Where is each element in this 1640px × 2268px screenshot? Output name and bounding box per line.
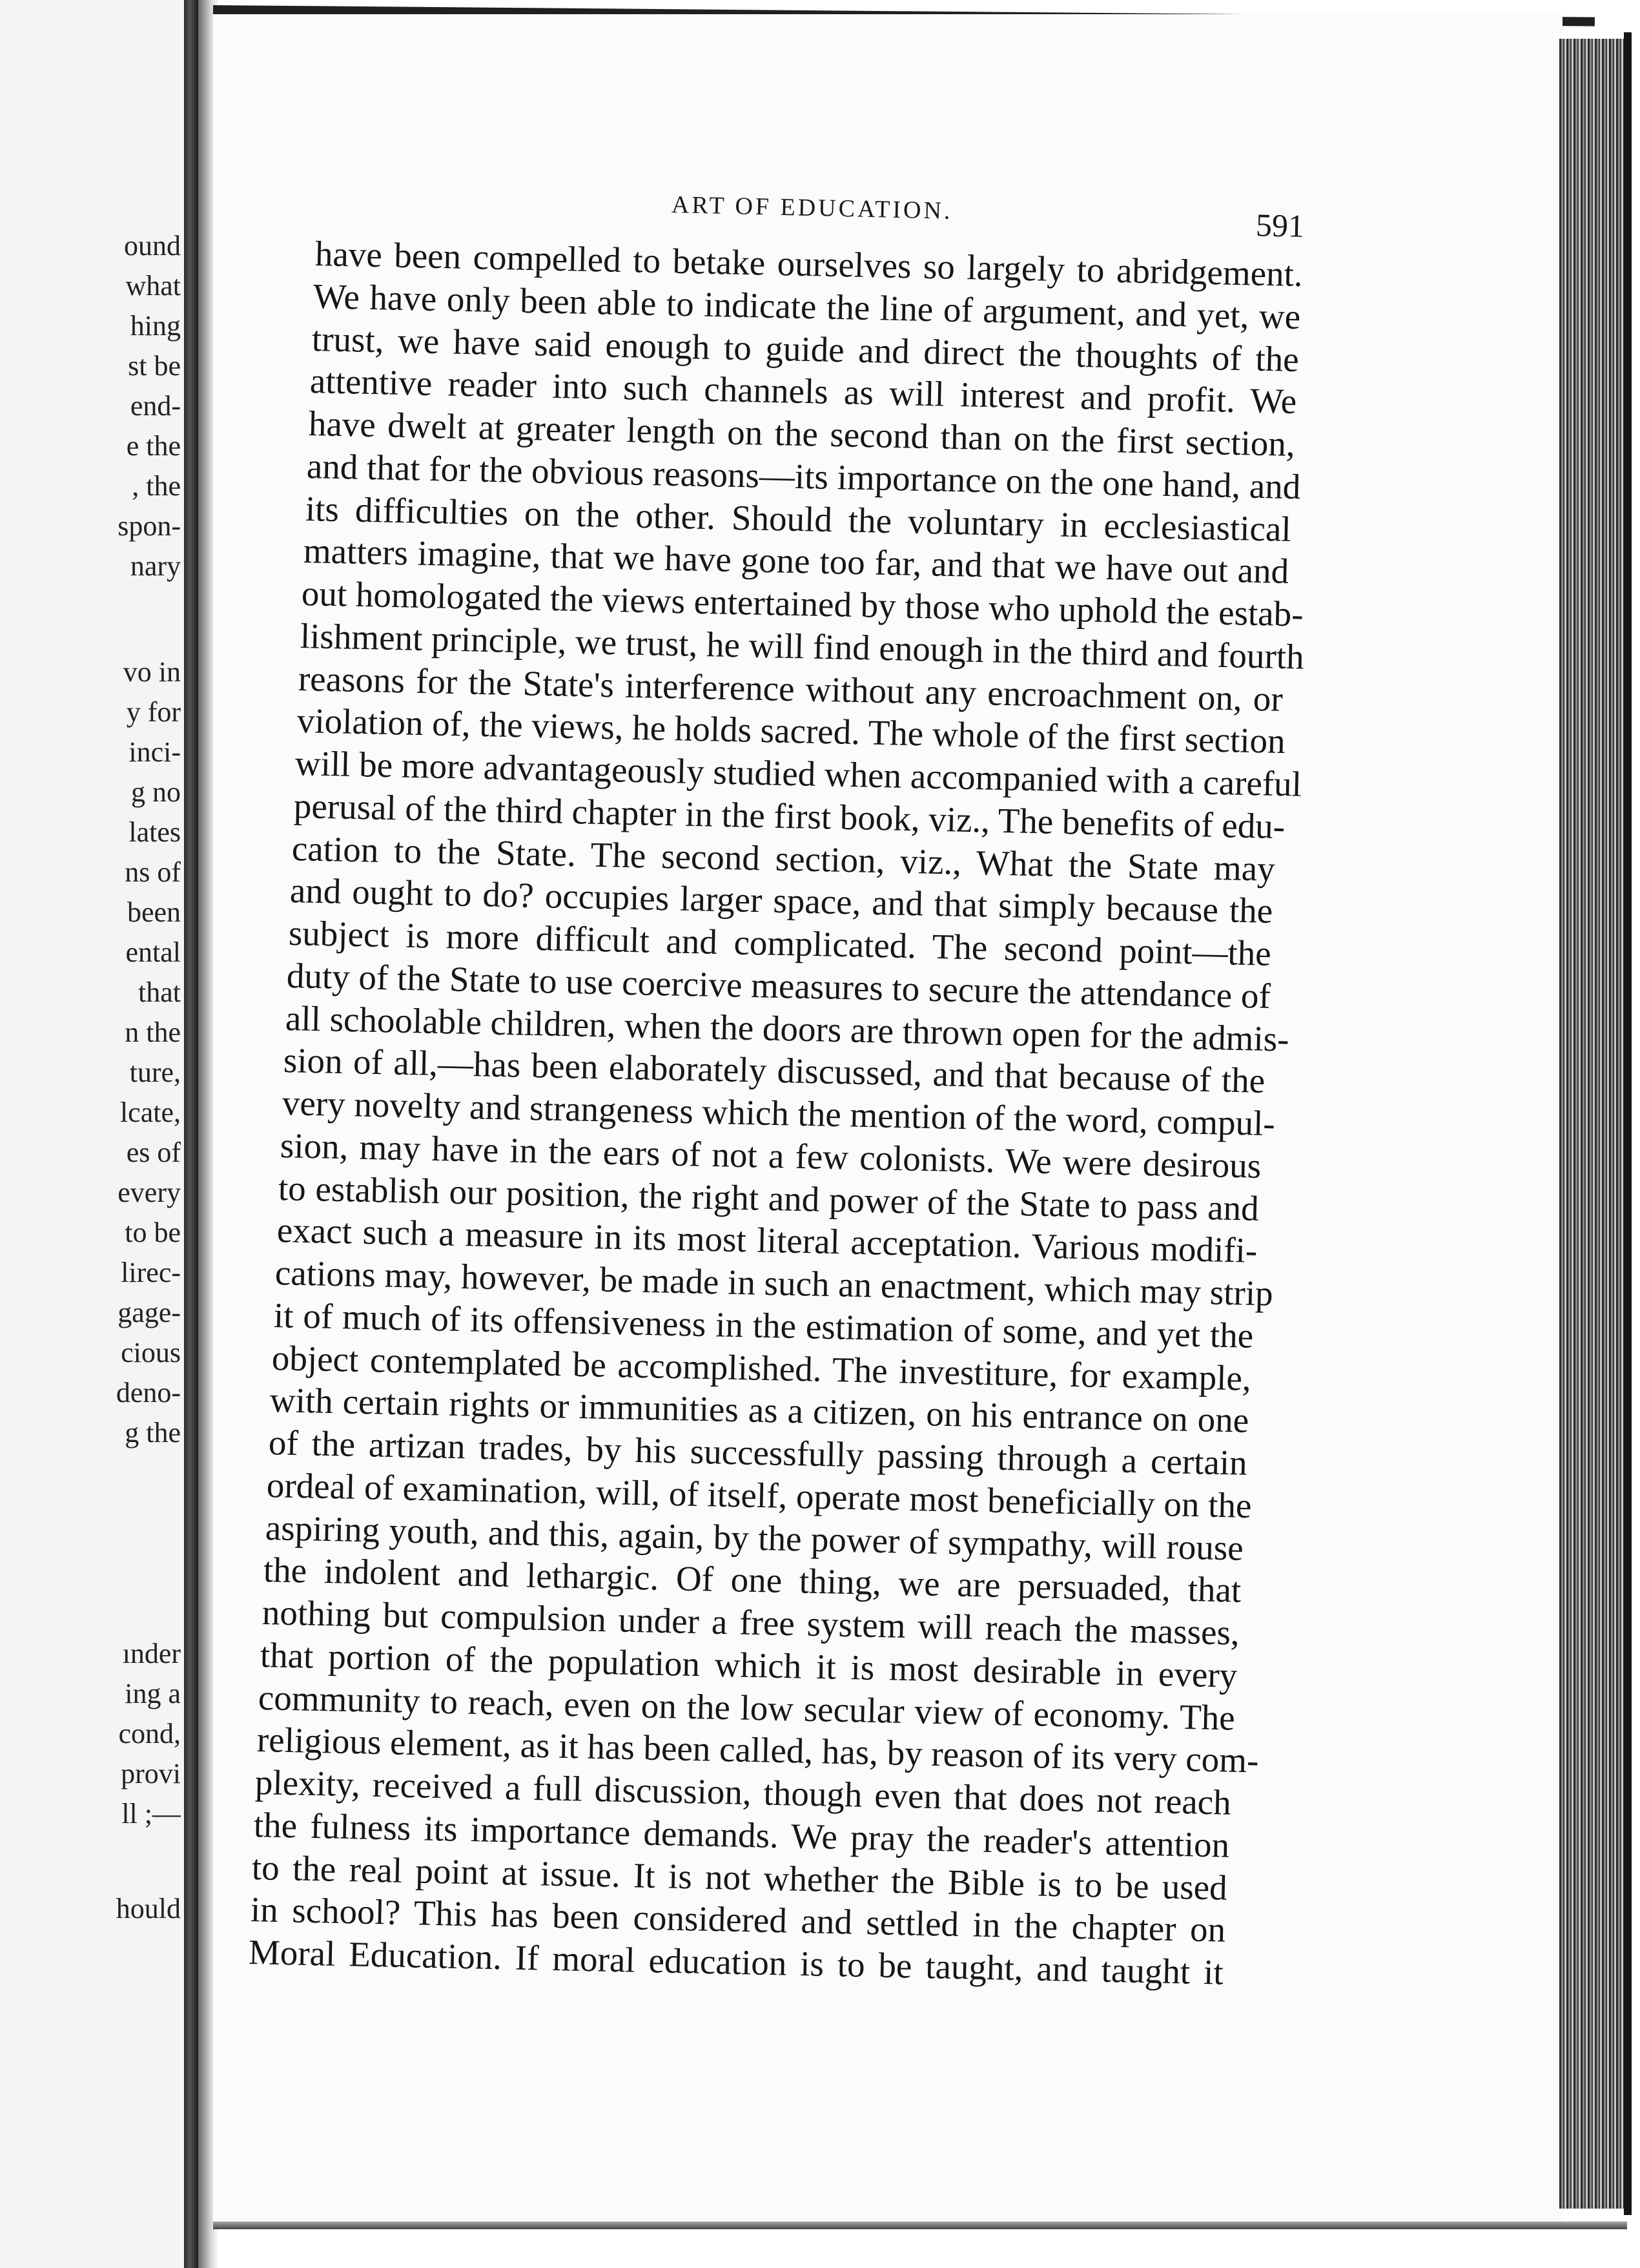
page-number: 591 <box>1255 207 1305 244</box>
left-page-line: ns of <box>125 856 181 888</box>
body-line: We have only been able to indicate the line of argument, and yet, we <box>313 276 1302 336</box>
body-line: it of much of its offensiveness in the estimation of some, and yet the <box>272 1295 1254 1356</box>
left-page-line: , the <box>132 470 181 502</box>
body-line: out homologated the views entertained by those who uphold the estab- <box>301 573 1304 634</box>
body-line: matters imagine, that we have gone too far, and that we have out and <box>303 531 1289 592</box>
body-line: with certain rights or immunities as a citizen, on his entrance on one <box>269 1380 1250 1441</box>
body-line: the indolent and lethargic. Of one thing, we are persuaded, that <box>263 1550 1242 1610</box>
left-page-line: what <box>125 270 181 302</box>
body-line: perusal of the third chapter in the first book, viz., The benefits of edu- <box>292 785 1286 846</box>
body-line: exact such a measure in its most literal acceptation. Various modifi- <box>276 1210 1258 1271</box>
left-page-line: every <box>118 1177 181 1208</box>
body-line: have been compelled to betake ourselves so largely to abridgement. <box>314 234 1304 294</box>
body-line: aspiring youth, and this, again, by the power of sympathy, will rouse <box>265 1507 1244 1568</box>
body-line: will be more advantageously studied when accompanied with a careful <box>294 743 1302 804</box>
left-page-line: lates <box>128 816 181 848</box>
body-line: of the artizan trades, by his successfully passing through a certain <box>268 1423 1248 1483</box>
left-page-line: cond, <box>118 1718 181 1749</box>
left-page-line: vo in <box>123 656 181 688</box>
left-page-line: ental <box>125 936 181 968</box>
body-line: ordeal of examination, will, of itself, operate most beneficially on the <box>266 1465 1253 1525</box>
body-line: very novelty and strangeness which the mention of the word, compul- <box>281 1083 1275 1144</box>
left-page-line: ınder <box>122 1638 181 1669</box>
body-line: in school? This has been considered and settled in the chapter on <box>249 1890 1226 1950</box>
left-page-line: provi <box>121 1758 181 1789</box>
body-line: trust, we have said enough to guide and direct the thoughts of the <box>311 318 1300 379</box>
left-page-line: g no <box>131 776 181 808</box>
left-page-line: ll ;— <box>121 1798 181 1830</box>
body-line: cation to the State. The second section, viz., What the State may <box>291 828 1276 889</box>
left-page-line: that <box>138 976 181 1008</box>
body-line: all schoolable children, when the doors are thrown open for the admis- <box>285 998 1289 1059</box>
running-title: ART OF EDUCATION. <box>671 191 953 225</box>
left-page-line: ound <box>124 230 181 262</box>
body-line: to the real point at issue. It is not whether the Bible is to be used <box>251 1847 1228 1908</box>
left-page-line: gage- <box>118 1297 181 1328</box>
body-line: its difficulties on the other. Should the voluntary in ecclesiastical <box>304 488 1291 549</box>
left-page-line: ture, <box>129 1057 181 1088</box>
left-page-line: cious <box>121 1337 181 1368</box>
left-page-line: y for <box>126 696 181 728</box>
left-page-line: lcate, <box>119 1097 181 1128</box>
left-page-line: inci- <box>128 736 181 768</box>
left-page-line: lirec- <box>121 1257 181 1288</box>
body-line: community to reach, even on the low secular view of economy. The <box>258 1677 1236 1738</box>
body-line: to establish our position, the right and power of the State to pass and <box>278 1168 1260 1228</box>
left-page-line: e the <box>126 430 181 462</box>
left-page-line: st be <box>128 350 181 382</box>
left-page-line: ing a <box>125 1678 181 1709</box>
body-line: have dwelt at greater length on the second than on the first section, <box>308 404 1295 464</box>
left-page-line: nary <box>130 550 181 582</box>
body-line: and that for the obvious reasons—its importance on the one hand, and <box>306 446 1302 506</box>
left-page-line: been <box>127 896 181 928</box>
left-page-line: deno- <box>116 1377 181 1408</box>
left-page-line: n the <box>125 1016 181 1048</box>
body-line: lishment principle, we trust, he will find enough in the third and fourth <box>300 615 1305 677</box>
body-line: the fulness its importance demands. We pray the reader's attention <box>253 1804 1230 1865</box>
body-line: religious element, as it has been called, has, by reason of its very com- <box>256 1720 1259 1780</box>
left-page-line: es of <box>126 1137 181 1168</box>
left-page-line: hould <box>116 1893 181 1924</box>
left-page-line: spon- <box>118 510 181 542</box>
left-page-line: g the <box>125 1417 181 1448</box>
body-line: cations may, however, be made in such an enactment, which may strip <box>274 1253 1274 1314</box>
body-line: sion, may have in the ears of not a few colonists. We were desirous <box>280 1125 1262 1186</box>
body-line: and ought to do? occupies larger space, and that simply because the <box>289 871 1274 931</box>
body-line: reasons for the State's interference without any encroachment on, or <box>298 658 1284 719</box>
body-line: that portion of the population which it is most desirable in every <box>260 1634 1238 1695</box>
body-line: duty of the State to use coercive measures to secure the attendance of <box>286 955 1271 1016</box>
body-line: plexity, received a full discussion, though even that does not reach <box>254 1762 1232 1822</box>
body-line: subject is more difficult and complicated. The second point—the <box>288 913 1272 973</box>
left-page-line: end- <box>130 390 181 422</box>
left-page-line: to be <box>125 1217 181 1248</box>
body-line: Moral Education. If moral education is to be taught, and taught it <box>248 1932 1224 1992</box>
body-line: violation of, the views, he holds sacred. The whole of the first section <box>296 701 1286 761</box>
body-line: object contemplated be accomplished. The investiture, for example, <box>271 1337 1252 1398</box>
body-line: sion of all,—has been elaborately discussed, and that because of the <box>283 1040 1266 1101</box>
left-page-line: hing <box>130 310 181 342</box>
body-line: attentive reader into such channels as will interest and profit. We <box>309 361 1298 422</box>
body-line: nothing but compulsion under a free system will reach the masses, <box>261 1593 1240 1653</box>
